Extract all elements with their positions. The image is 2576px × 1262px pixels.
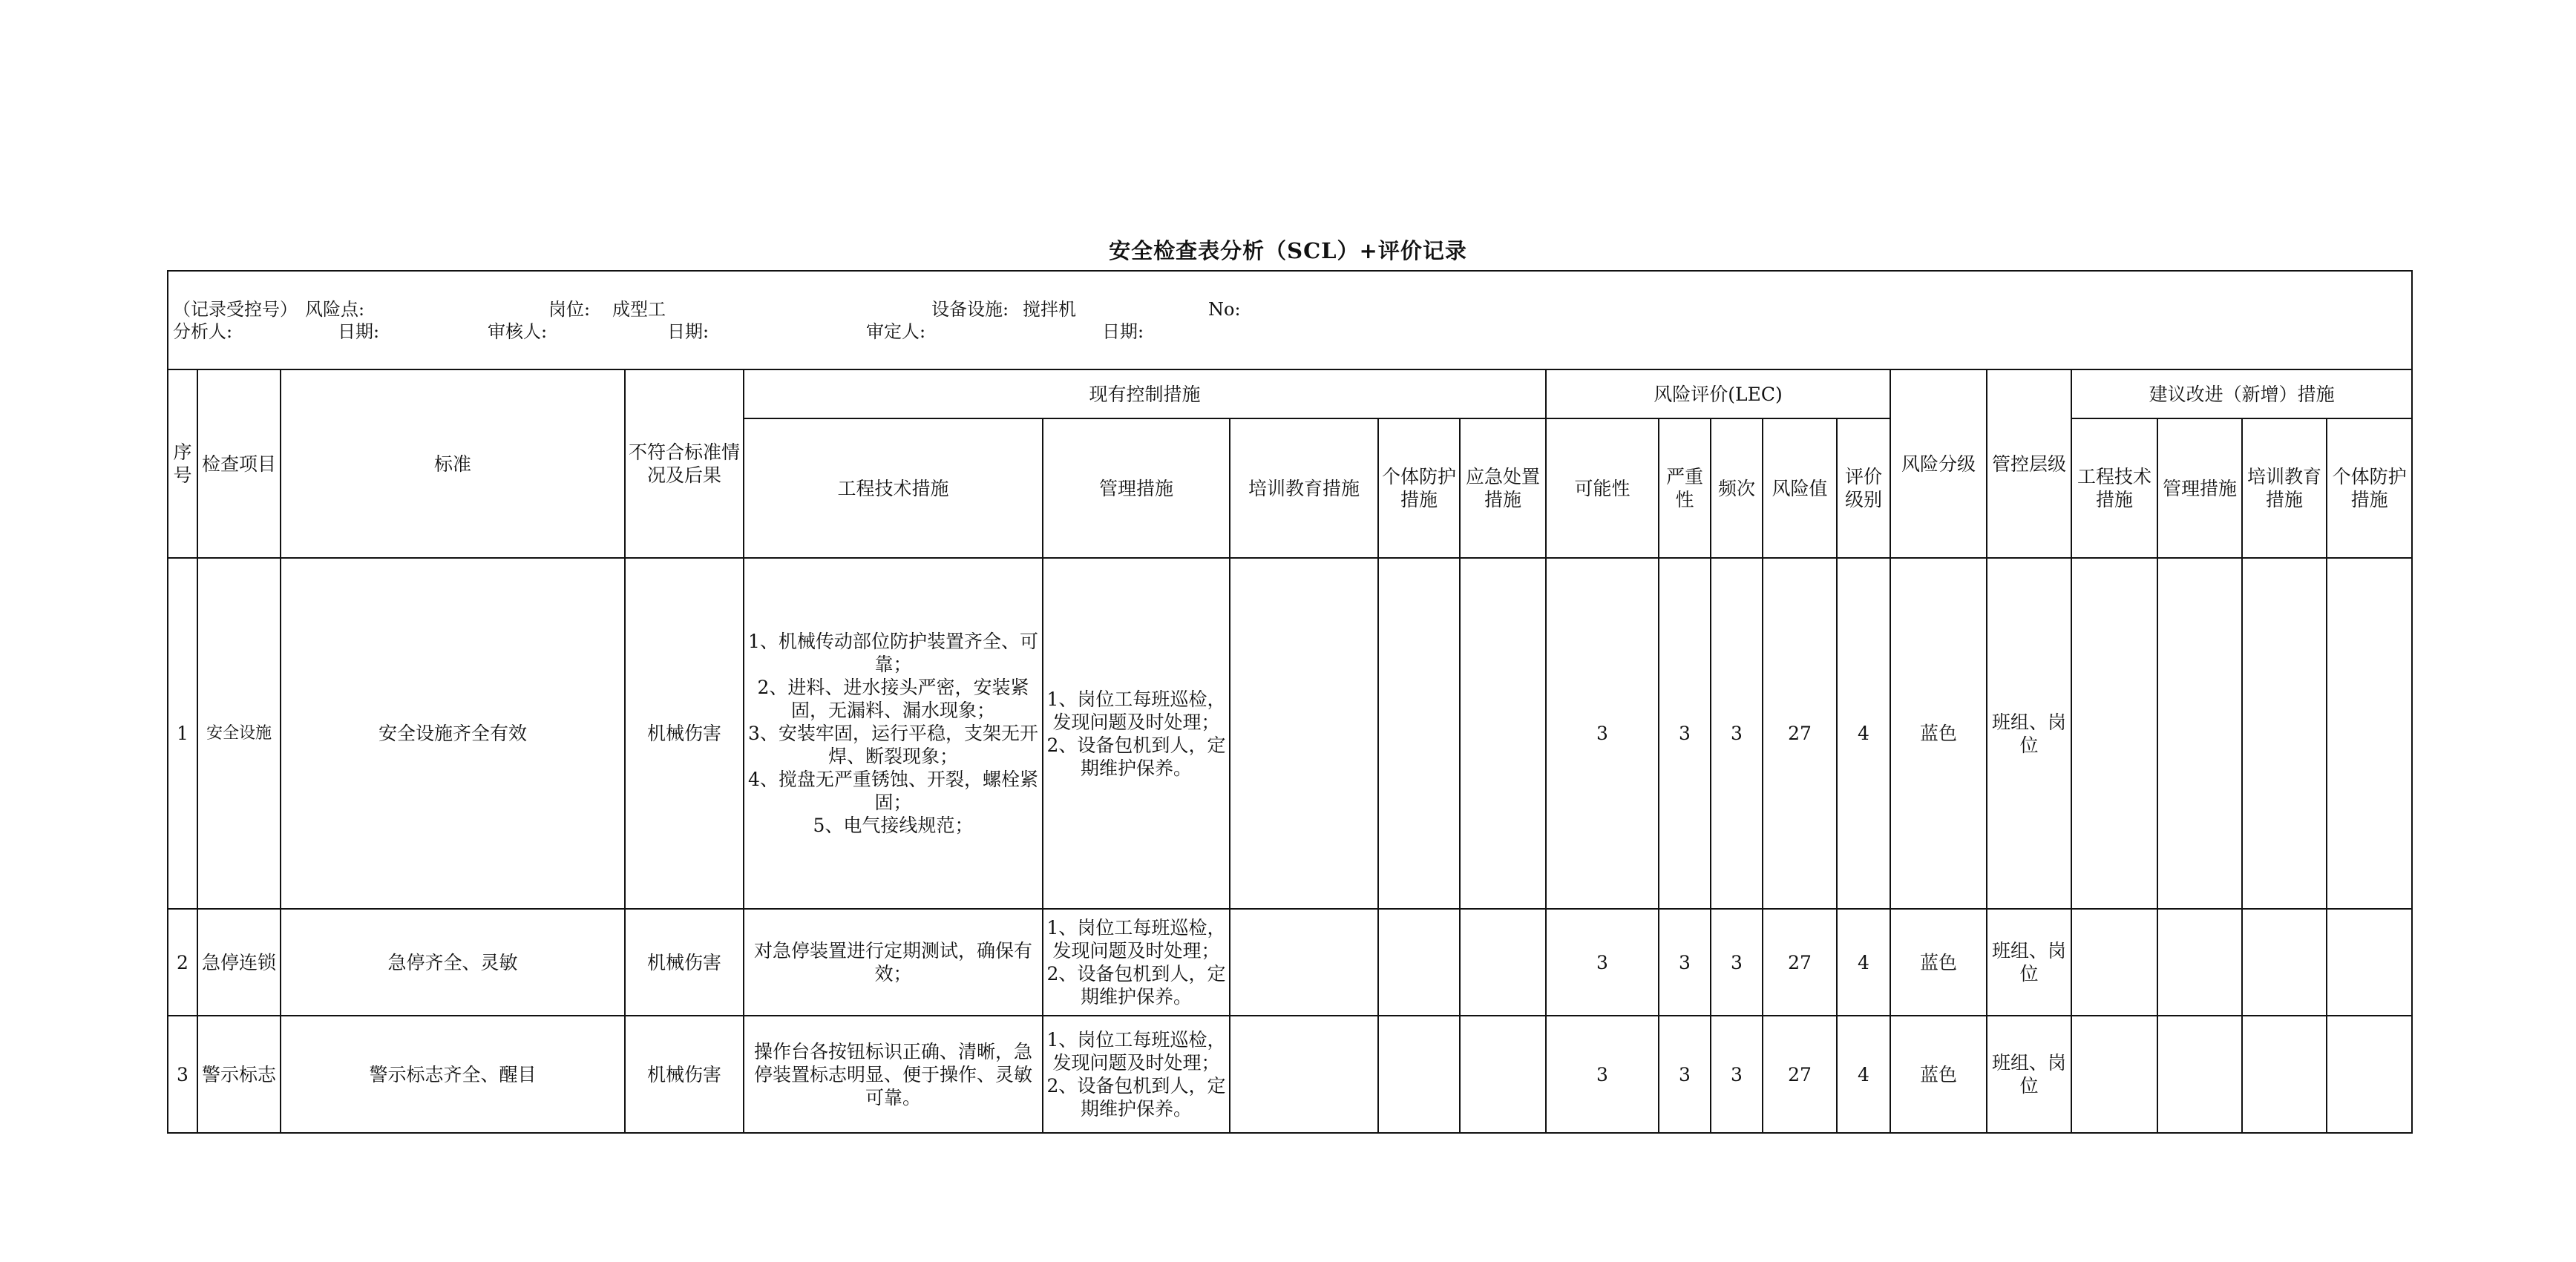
emerg-cell: [1460, 558, 1546, 909]
control-level-cell: 班组、岗位: [1987, 1016, 2071, 1133]
header-suggest-eng: 工程技术措施: [2071, 418, 2157, 558]
suggest-eng-cell: [2071, 1016, 2157, 1133]
seq-cell: 2: [168, 909, 197, 1016]
header-emerg: 应急处置措施: [1460, 418, 1546, 558]
header-existing-measures: 现有控制措施: [744, 369, 1546, 418]
standard-cell: 安全设施齐全有效: [281, 558, 625, 909]
risk-point-label: 风险点:: [305, 298, 365, 320]
mgmt-measure-text: 1、岗位工每班巡检，发现问题及时处理； 2、设备包机到人，定期维护保养。: [1046, 688, 1226, 779]
grade-cell: 4: [1837, 1016, 1890, 1133]
suggest-ppe-cell: [2327, 558, 2412, 909]
header-mgmt: 管理措施: [1043, 418, 1230, 558]
header-seq: 序号: [168, 369, 197, 558]
likelihood-cell: 3: [1546, 909, 1659, 1016]
header-suggested-measures: 建议改进（新增）措施: [2071, 369, 2412, 418]
frequency-cell: 3: [1711, 558, 1763, 909]
suggest-mgmt-cell: [2157, 1016, 2242, 1133]
emerg-cell: [1460, 1016, 1546, 1133]
control-level-cell: 班组、岗位: [1987, 909, 2071, 1016]
seq-cell: 3: [168, 1016, 197, 1133]
post-value: 成型工: [612, 298, 666, 320]
mgmt-measure-text: 1、岗位工每班巡检，发现问题及时处理； 2、设备包机到人，定期维护保养。: [1046, 1029, 1226, 1120]
suggest-ppe-cell: [2327, 909, 2412, 1016]
header-ppe: 个体防护措施: [1378, 418, 1460, 558]
item-cell: 安全设施: [197, 558, 281, 909]
no-label: No:: [1208, 298, 1241, 320]
header-eng: 工程技术措施: [744, 418, 1043, 558]
mgmt-measure-cell: [1043, 558, 1230, 909]
table-row: [168, 558, 2412, 909]
control-level-cell: 班组、岗位: [1987, 558, 2071, 909]
grade-cell: 4: [1837, 558, 1890, 909]
suggest-eng-cell: [2071, 558, 2157, 909]
frequency-cell: 3: [1711, 909, 1763, 1016]
eng-measure-text: 对急停装置进行定期测试，确保有效；: [753, 940, 1032, 985]
risk-class-cell: 蓝色: [1890, 1016, 1987, 1133]
table-row: [168, 1016, 2412, 1133]
suggest-eng-cell: [2071, 909, 2157, 1016]
suggest-train-cell: [2242, 909, 2327, 1016]
train-cell: [1230, 909, 1378, 1016]
item-cell: 警示标志: [197, 1016, 281, 1133]
eng-measure-text: 1、机械传动部位防护装置齐全、可靠； 2、进料、进水接头严密，安装紧固，无漏料、漏水现象； 3、安装牢固，运行平稳，支架无开焊、断裂现象； 4、搅盘无严重锈蚀、开裂，螺栓紧固； 5、电气接线规范；: [748, 631, 1038, 836]
header-grade: 评价级别: [1837, 418, 1890, 558]
suggest-mgmt-cell: [2157, 558, 2242, 909]
severity-cell: 3: [1659, 909, 1711, 1016]
frequency-cell: 3: [1711, 1016, 1763, 1133]
ppe-cell: [1378, 1016, 1460, 1133]
item-cell: 急停连锁: [197, 909, 281, 1016]
eng-measure-cell: [744, 1016, 1043, 1133]
likelihood-cell: 3: [1546, 1016, 1659, 1133]
train-cell: [1230, 558, 1378, 909]
likelihood-cell: 3: [1546, 558, 1659, 909]
suggest-ppe-cell: [2327, 1016, 2412, 1133]
page-title: 安全检查表分析（SCL）+评价记录: [1109, 238, 1467, 263]
severity-cell: 3: [1659, 1016, 1711, 1133]
eng-measure-cell: [744, 909, 1043, 1016]
header-suggest-mgmt: 管理措施: [2157, 418, 2242, 558]
risk-class-cell: 蓝色: [1890, 558, 1987, 909]
risk-value-cell: 27: [1763, 1016, 1837, 1133]
header-control-level: 管控层级: [1987, 369, 2071, 558]
suggest-train-cell: [2242, 1016, 2327, 1133]
header-standard: 标准: [281, 369, 625, 558]
info-cell: [168, 271, 2412, 369]
eng-measure-text: 操作台各按钮标识正确、清晰，急停装置标志明显、便于操作、灵敏可靠。: [753, 1040, 1032, 1108]
risk-class-cell: 蓝色: [1890, 909, 1987, 1016]
reviewer-label: 审核人:: [488, 321, 548, 342]
train-cell: [1230, 1016, 1378, 1133]
analyst-label: 分析人:: [173, 321, 233, 342]
date-label-1: 日期:: [338, 321, 380, 342]
info-row: [168, 271, 2412, 369]
table-row: [168, 909, 2412, 1016]
header-risk-class: 风险分级: [1890, 369, 1987, 558]
risk-value-cell: 27: [1763, 558, 1837, 909]
scl-table: [167, 270, 2413, 1134]
date-label-3: 日期:: [1102, 321, 1144, 342]
equipment-label: 设备设施:: [931, 298, 1009, 320]
approver-label: 审定人:: [866, 321, 926, 342]
header-nonconform: 不符合标准情况及后果: [625, 369, 744, 558]
eng-measure-cell: [744, 558, 1043, 909]
record-no: （记录受控号）: [173, 298, 298, 320]
mgmt-measure-cell: [1043, 909, 1230, 1016]
emerg-cell: [1460, 909, 1546, 1016]
nonconform-cell: 机械伤害: [625, 1016, 744, 1133]
severity-cell: 3: [1659, 558, 1711, 909]
equipment-value: 搅拌机: [1023, 298, 1076, 320]
suggest-mgmt-cell: [2157, 909, 2242, 1016]
header-row-1: [168, 369, 2412, 418]
header-item: 检查项目: [197, 369, 281, 558]
ppe-cell: [1378, 558, 1460, 909]
seq-cell: 1: [168, 558, 197, 909]
header-severity: 严重性: [1659, 418, 1711, 558]
grade-cell: 4: [1837, 909, 1890, 1016]
header-train: 培训教育措施: [1230, 418, 1378, 558]
standard-cell: 警示标志齐全、醒目: [281, 1016, 625, 1133]
info-line-2: [173, 321, 2407, 343]
mgmt-measure-cell: [1043, 1016, 1230, 1133]
risk-value-cell: 27: [1763, 909, 1837, 1016]
nonconform-cell: 机械伤害: [625, 558, 744, 909]
header-frequency: 频次: [1711, 418, 1763, 558]
date-label-2: 日期:: [667, 321, 709, 342]
header-risk-value: 风险值: [1763, 418, 1837, 558]
ppe-cell: [1378, 909, 1460, 1016]
header-likelihood: 可能性: [1546, 418, 1659, 558]
header-suggest-train: 培训教育措施: [2242, 418, 2327, 558]
nonconform-cell: 机械伤害: [625, 909, 744, 1016]
header-lec: 风险评价(LEC): [1546, 369, 1890, 418]
standard-cell: 急停齐全、灵敏: [281, 909, 625, 1016]
mgmt-measure-text: 1、岗位工每班巡检，发现问题及时处理； 2、设备包机到人，定期维护保养。: [1046, 917, 1226, 1008]
post-label: 岗位:: [548, 298, 591, 320]
info-line-1: [173, 298, 2407, 321]
header-suggest-ppe: 个体防护措施: [2327, 418, 2412, 558]
suggest-train-cell: [2242, 558, 2327, 909]
